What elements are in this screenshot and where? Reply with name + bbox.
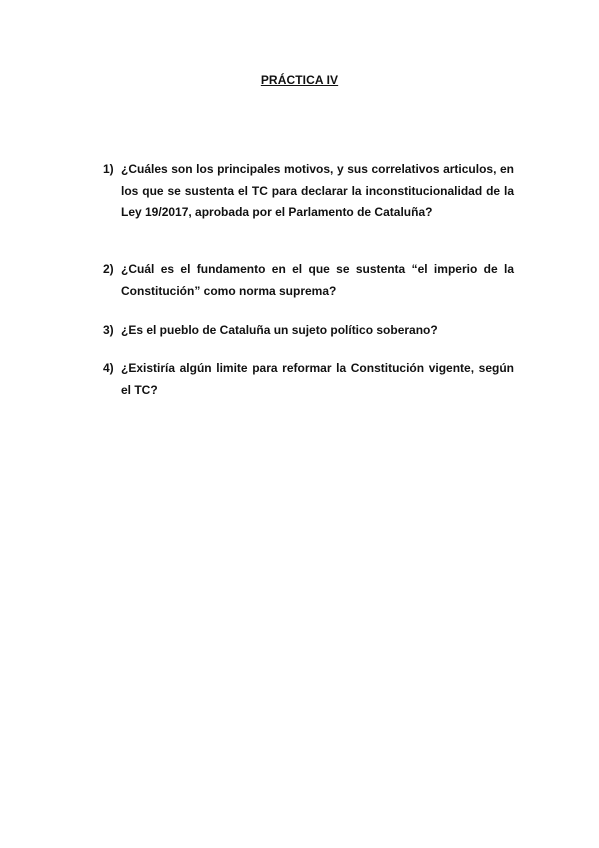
- question-text: ¿Existiría algún limite para reformar la Constitución vigente, según el TC?: [121, 361, 514, 397]
- question-number: 3): [103, 323, 114, 337]
- question-number: 1): [103, 162, 114, 176]
- question-number: 4): [103, 361, 114, 375]
- question-item: [103, 159, 514, 224]
- question-item: [103, 358, 514, 401]
- question-item: [103, 320, 514, 342]
- document-title: PRÁCTICA IV: [260, 73, 339, 87]
- question-item: [103, 259, 514, 302]
- question-number: 2): [103, 262, 114, 276]
- question-text: ¿Cuáles son los principales motivos, y sus correlativos articulos, en los que se sustenta el TC para declarar la inconstitucionalidad de la Ley 19/2017, aprobada por el Parlamento de Cataluña?: [121, 162, 514, 219]
- question-text: ¿Cuál es el fundamento en el que se sustenta “el imperio de la Constitución” como norma suprema?: [121, 262, 514, 298]
- question-text: ¿Es el pueblo de Cataluña un sujeto político soberano?: [121, 323, 438, 337]
